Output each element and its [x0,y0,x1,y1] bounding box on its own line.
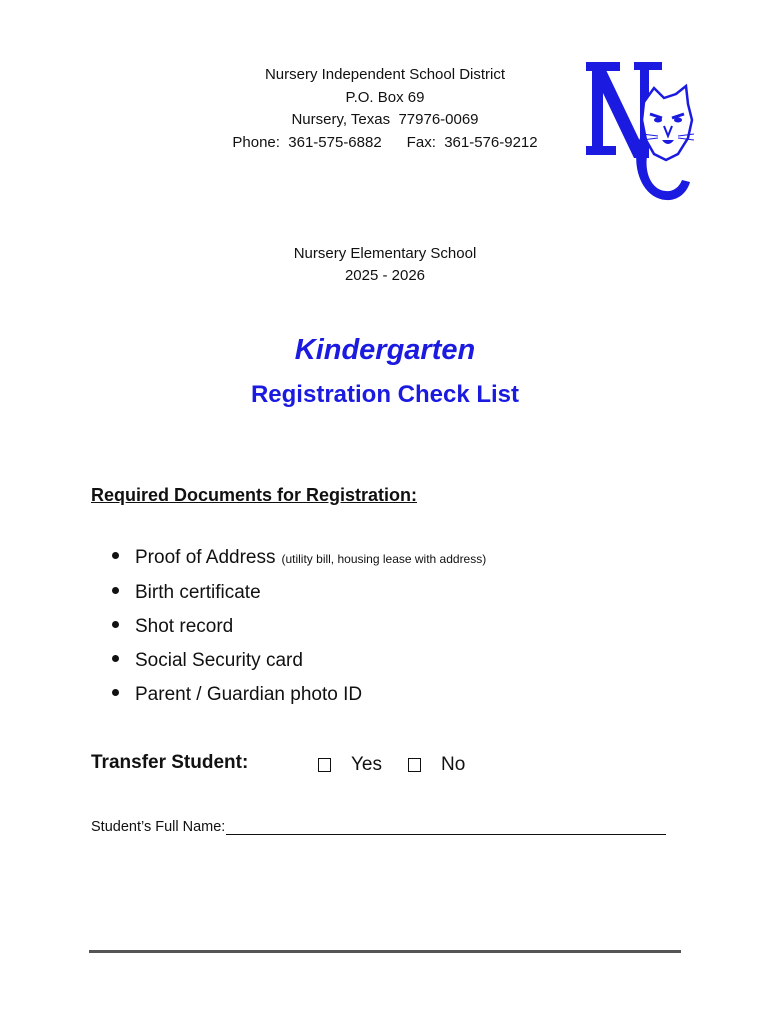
document-label: Shot record [135,616,234,637]
school-name: Nursery Elementary School [293,245,477,262]
district-po-box: P.O. Box 69 [345,88,425,106]
list-item [112,576,486,610]
school-info [240,243,530,287]
page-subtitle: Registration Check List [250,381,520,408]
district-name: Nursery Independent School District [264,66,506,83]
document-label: Birth certificate [135,582,261,603]
list-item [112,541,486,576]
bullet-icon [112,552,119,559]
no-checkbox[interactable] [408,758,421,772]
no-label: No [441,754,466,775]
district-header [190,64,580,154]
document-label: Parent / Guardian photo ID [135,684,363,705]
list-item [112,678,486,712]
bullet-icon [112,621,119,628]
district-city: Nursery, Texas 77976-0069 [291,111,479,128]
documents-list [112,541,486,712]
transfer-no-option[interactable] [408,754,465,776]
school-logo [584,58,696,206]
document-label: Social Security card [135,650,303,671]
page-title: Kindergarten [294,334,476,366]
required-documents-heading: Required Documents for Registration: [91,485,418,505]
transfer-yes-option[interactable] [318,754,382,776]
document-note: (utility bill, housing lease with address) [281,552,487,566]
school-year: 2025 - 2026 [344,267,426,284]
yes-label: Yes [351,754,382,775]
bullet-icon [112,689,119,696]
bullet-icon [112,655,119,662]
document-label: Proof of Address [135,547,276,568]
bottom-divider [89,950,681,953]
yes-checkbox[interactable] [318,758,331,772]
student-name-field[interactable] [226,818,666,835]
transfer-student-label: Transfer Student: [91,752,249,773]
student-name-label: Student’s Full Name: [91,819,226,835]
cougar-icon [642,86,694,160]
district-contact: Phone: 361-575-6882 Fax: 361-576-9212 [232,133,538,151]
list-item [112,610,486,644]
list-item [112,644,486,678]
bullet-icon [112,587,119,594]
student-name-row [91,818,666,835]
